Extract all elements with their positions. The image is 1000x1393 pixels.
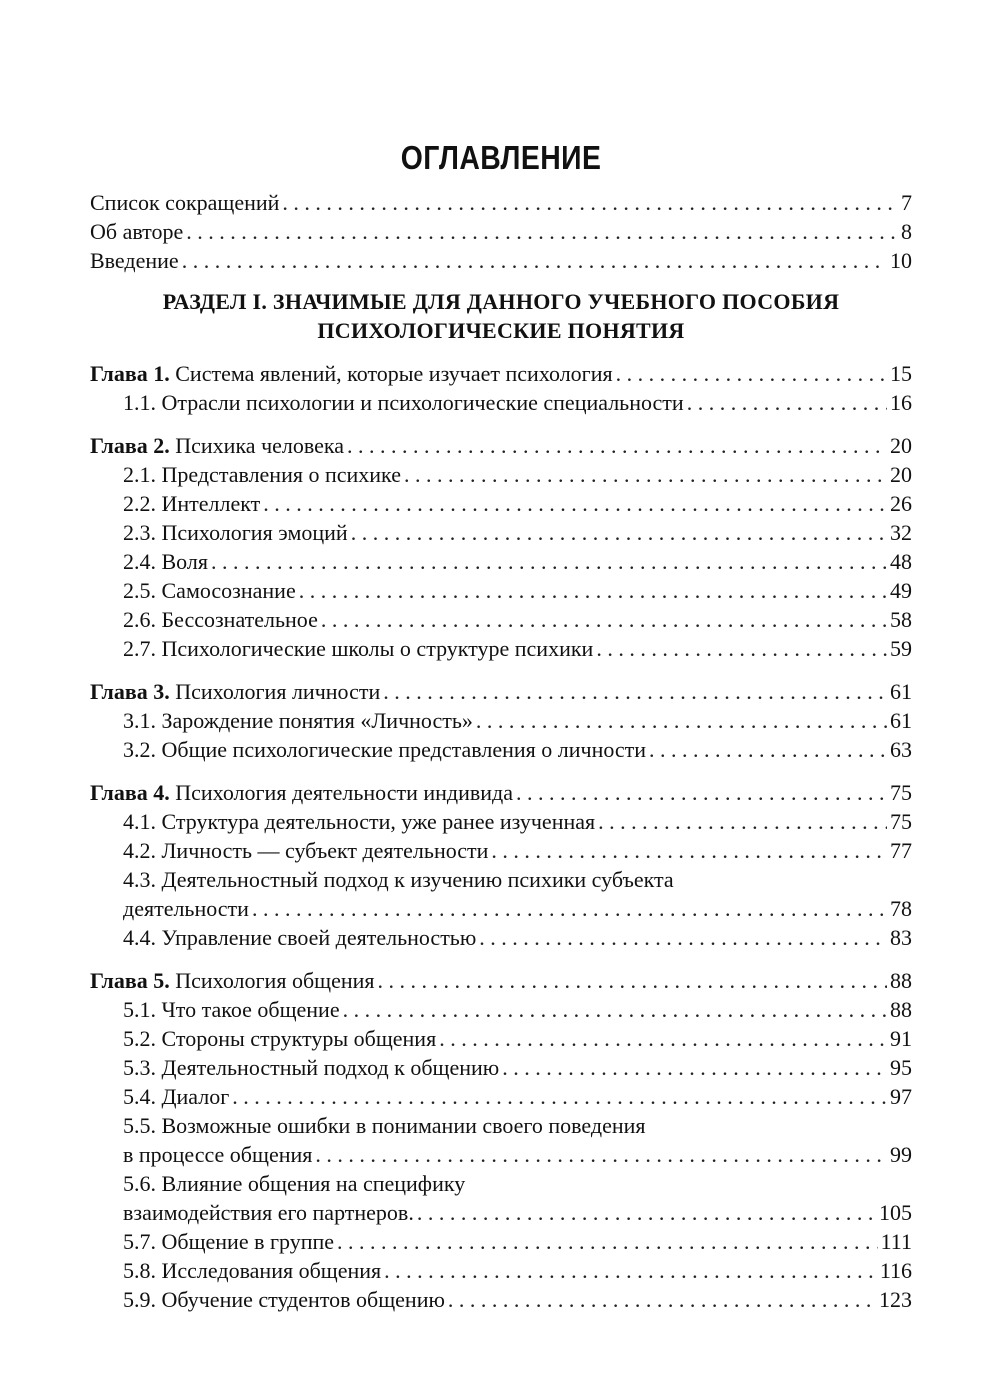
- dot-leader: [448, 1285, 876, 1314]
- chapter-entry: [90, 359, 912, 388]
- entry-page: 88: [890, 968, 912, 993]
- entry-text: деятельности: [123, 896, 249, 921]
- dot-leader: [404, 460, 887, 489]
- toc-subentry: [90, 605, 912, 634]
- dot-leader: [476, 706, 887, 735]
- toc-subentry: [90, 489, 912, 518]
- entry-text: 5.3. Деятельностный подход к общению: [123, 1055, 500, 1080]
- chapter-title: Психология личности: [175, 679, 381, 704]
- entry-page: 97: [890, 1084, 912, 1109]
- subentry-first-line: 5.5. Возможные ошибки в понимании своего поведения: [123, 1113, 646, 1138]
- dot-leader: [315, 1140, 887, 1169]
- entry-text: Список сокращений: [90, 190, 280, 215]
- chapter-title: Система явлений, которые изучает психология: [175, 361, 613, 386]
- toc-subentry: [90, 807, 912, 836]
- entry-text: 5.7. Общение в группе: [123, 1229, 335, 1254]
- entry-page: 32: [890, 520, 912, 545]
- entry-page: 61: [890, 679, 912, 704]
- toc-subentry: [90, 460, 912, 489]
- entry-page: 99: [890, 1142, 912, 1167]
- section-heading: [90, 287, 912, 345]
- dot-leader: [616, 359, 887, 388]
- entry-text: в процессе общения: [123, 1142, 313, 1167]
- toc-subentry: [90, 1285, 912, 1314]
- dot-leader: [186, 217, 898, 246]
- subentry-first-line: 4.3. Деятельностный подход к изучению психики субъекта: [123, 867, 674, 892]
- entry-text: 2.4. Воля: [123, 549, 208, 574]
- entry-text: 2.3. Психология эмоций: [123, 520, 348, 545]
- entry-text: 4.2. Личность — субъект деятельности: [123, 838, 489, 863]
- dot-leader: [417, 1198, 876, 1227]
- entry-text: взаимодействия его партнеров.: [123, 1200, 414, 1225]
- chapter-entry: [90, 966, 912, 995]
- toc-subentry: [90, 923, 912, 952]
- entry-page: 20: [890, 462, 912, 487]
- dot-leader: [598, 807, 887, 836]
- toc-subentry: [90, 836, 912, 865]
- dot-leader: [491, 836, 887, 865]
- dot-leader: [439, 1024, 887, 1053]
- entry-text: 4.1. Структура деятельности, уже ранее изученная: [123, 809, 596, 834]
- chapter-entry: [90, 431, 912, 460]
- entry-text: 2.1. Представления о психике: [123, 462, 401, 487]
- entry-text: 5.4. Диалог: [123, 1084, 230, 1109]
- chapter-2: [90, 431, 912, 663]
- toc-subentry: [90, 1024, 912, 1053]
- entry-text: Об авторе: [90, 219, 184, 244]
- dot-leader: [337, 1227, 878, 1256]
- entry-page: 105: [879, 1200, 912, 1225]
- chapter-title: Психология деятельности индивида: [175, 780, 514, 805]
- entry-text: 2.7. Психологические школы о структуре психики: [123, 636, 594, 661]
- chapter-5: [90, 966, 912, 1314]
- entry-text: 3.1. Зарождение понятия «Личность»: [123, 708, 473, 733]
- toc-page: [90, 138, 912, 1314]
- toc-entry: [90, 246, 912, 275]
- dot-leader: [343, 995, 887, 1024]
- entry-page: 91: [890, 1026, 912, 1051]
- entry-page: 75: [890, 780, 912, 805]
- entry-page: 7: [901, 190, 912, 215]
- toc-subentry: [90, 1082, 912, 1111]
- toc-subentry: [90, 894, 912, 923]
- dot-leader: [321, 605, 887, 634]
- dot-leader: [282, 188, 898, 217]
- chapter-3: [90, 677, 912, 764]
- chapter-label: Глава 4.: [90, 780, 170, 805]
- dot-leader: [516, 778, 887, 807]
- chapter-1: [90, 359, 912, 417]
- entry-page: 20: [890, 433, 912, 458]
- toc-subentry: [90, 1198, 912, 1227]
- dot-leader: [263, 489, 887, 518]
- dot-leader: [687, 388, 887, 417]
- entry-page: 26: [890, 491, 912, 516]
- dot-leader: [502, 1053, 887, 1082]
- toc-entry: [90, 188, 912, 217]
- entry-text: 5.1. Что такое общение: [123, 997, 340, 1022]
- front-matter: [90, 188, 912, 275]
- toc-subentry: [90, 735, 912, 764]
- entry-page: 58: [890, 607, 912, 632]
- entry-page: 77: [890, 838, 912, 863]
- chapter-title: Психология общения: [175, 968, 375, 993]
- entry-page: 59: [890, 636, 912, 661]
- dot-leader: [232, 1082, 887, 1111]
- entry-text: 1.1. Отрасли психологии и психологические специальности: [123, 390, 684, 415]
- entry-page: 111: [880, 1229, 912, 1254]
- chapter-label: Глава 5.: [90, 968, 170, 993]
- dot-leader: [182, 246, 887, 275]
- entry-page: 15: [890, 361, 912, 386]
- entry-page: 88: [890, 997, 912, 1022]
- entry-page: 75: [890, 809, 912, 834]
- entry-page: 16: [890, 390, 912, 415]
- entry-page: 78: [890, 896, 912, 921]
- dot-leader: [211, 547, 887, 576]
- chapter-title: Психика человека: [175, 433, 345, 458]
- chapter-label: Глава 2.: [90, 433, 170, 458]
- toc-subentry: [90, 634, 912, 663]
- entry-text: 5.2. Стороны структуры общения: [123, 1026, 437, 1051]
- entry-page: 48: [890, 549, 912, 574]
- subentry-first-line: 5.6. Влияние общения на специфику: [123, 1171, 466, 1196]
- dot-leader: [351, 518, 887, 547]
- toc-entry: [90, 217, 912, 246]
- entry-page: 61: [890, 708, 912, 733]
- entry-text: 2.2. Интеллект: [123, 491, 261, 516]
- entry-text: 5.9. Обучение студентов общению: [123, 1287, 445, 1312]
- entry-page: 63: [890, 737, 912, 762]
- dot-leader: [383, 677, 887, 706]
- dot-leader: [378, 966, 887, 995]
- entry-text: Введение: [90, 248, 179, 273]
- chapter-4: [90, 778, 912, 952]
- dot-leader: [596, 634, 887, 663]
- entry-page: 116: [879, 1258, 912, 1283]
- dot-leader: [649, 735, 887, 764]
- section-heading-line: ПСИХОЛОГИЧЕСКИЕ ПОНЯТИЯ: [317, 318, 685, 343]
- dot-leader: [384, 1256, 877, 1285]
- toc-subentry: [90, 576, 912, 605]
- entry-text: 2.5. Самосознание: [123, 578, 296, 603]
- section-heading-line: РАЗДЕЛ I. ЗНАЧИМЫЕ ДЛЯ ДАННОГО УЧЕБНОГО ПОСОБИЯ: [162, 289, 840, 314]
- toc-subentry: [90, 995, 912, 1024]
- dot-leader: [299, 576, 887, 605]
- toc-subentry: [90, 1227, 912, 1256]
- toc-subentry: [90, 1053, 912, 1082]
- page-title: ОГЛАВЛЕНИЕ: [400, 139, 602, 176]
- entry-text: 3.2. Общие психологические представления о личности: [123, 737, 647, 762]
- dot-leader: [479, 923, 887, 952]
- chapter-entry: [90, 677, 912, 706]
- entry-page: 49: [890, 578, 912, 603]
- toc-subentry: [90, 388, 912, 417]
- toc-subentry: [90, 1140, 912, 1169]
- entry-page: 10: [890, 248, 912, 273]
- chapter-label: Глава 1.: [90, 361, 170, 386]
- dot-leader: [252, 894, 887, 923]
- chapter-label: Глава 3.: [90, 679, 170, 704]
- toc-subentry: [90, 547, 912, 576]
- entry-page: 8: [901, 219, 912, 244]
- entry-page: 83: [890, 925, 912, 950]
- toc-subentry: [90, 706, 912, 735]
- dot-leader: [347, 431, 887, 460]
- toc-subentry: [90, 518, 912, 547]
- entry-text: 4.4. Управление своей деятельностью: [123, 925, 477, 950]
- entry-page: 95: [890, 1055, 912, 1080]
- chapter-entry: [90, 778, 912, 807]
- entry-page: 123: [879, 1287, 912, 1312]
- toc-subentry: [90, 1256, 912, 1285]
- entry-text: 2.6. Бессознательное: [123, 607, 318, 632]
- entry-text: 5.8. Исследования общения: [123, 1258, 382, 1283]
